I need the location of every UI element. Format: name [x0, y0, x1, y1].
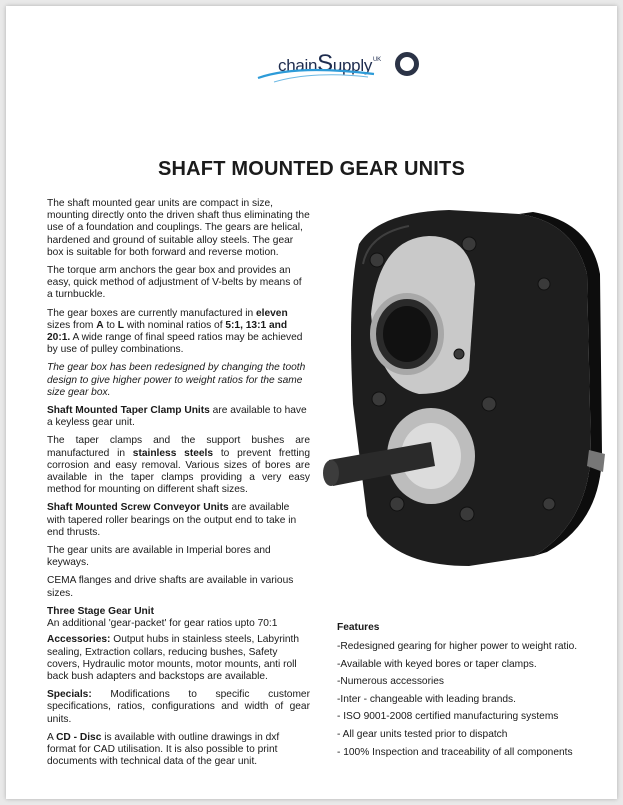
cema-paragraph: CEMA flanges and drive shafts are available in various sizes. — [47, 575, 294, 599]
redesign-note — [47, 362, 310, 399]
bolt — [390, 497, 404, 511]
bolt — [543, 498, 555, 510]
taper-clamp-bold: Shaft Mounted Taper Clamp Units — [47, 405, 210, 417]
specials-label: Specials: — [47, 689, 92, 701]
intro-paragraph-2: The torque arm anchors the gear box and provides an easy, quick method of adjustment of V-belts by means of a turnbuckle. — [47, 265, 302, 301]
text-run: The gear boxes are currently manufactured in — [47, 307, 256, 319]
features-heading: Features — [337, 622, 380, 633]
accessories-paragraph — [47, 634, 310, 683]
intro-paragraph-1: The shaft mounted gear units are compact in size, mounting directly onto the driven shaft thus eliminating the use of a foundation and couplings. The gears are helical, hardened and ground of suitable alloy steels. The gear box is suitable for both forward and reverse motion. — [47, 198, 310, 258]
text-run: A wide range of final speed ratios may be achieved by use of pulley combinations. — [47, 332, 303, 356]
screw-conveyor-rest: are available with tapered roller bearings on the output end to take in end thrusts. — [47, 502, 297, 538]
feature-item: -Redesigned gearing for higher power to weight ratio. — [337, 641, 578, 652]
text-run: The taper clamps and the support bushes are manufactured in — [47, 435, 310, 459]
document-page — [6, 6, 617, 799]
text-ratios: 5:1, 13:1 and 20:1. — [47, 319, 288, 344]
bolt — [372, 392, 386, 406]
specials-text: Modifications to specific customer specifications, ratios, configurations and width of gear units. — [47, 689, 310, 725]
logo-text-upply: upply — [332, 56, 373, 75]
text-run: with nominal ratios of — [124, 319, 226, 331]
cd-paragraph — [47, 732, 310, 769]
text-run: A — [47, 731, 57, 743]
bolt — [482, 397, 496, 411]
three-stage-text: An additional 'gear-packet' for gear ratios upto 70:1 — [47, 618, 278, 630]
logo-text-s: S — [317, 50, 333, 77]
logo-swoosh-icon — [256, 64, 376, 84]
bolt — [460, 507, 474, 521]
screw-conveyor-bold: Shaft Mounted Screw Conveyor Units — [47, 502, 229, 514]
redesign-note-text: The gear box has been redesigned by changing the tooth design to give higher power to weight ratios for the same size gear box. — [47, 362, 306, 398]
taper-clamp-rest: are available to have a keyless gear unit. — [47, 405, 307, 429]
feature-item: -Numerous accessories — [337, 676, 445, 688]
taper-clamp-paragraph — [47, 435, 310, 496]
feature-item: - All gear units tested prior to dispatch — [337, 728, 508, 740]
feature-item: -Inter - changeable with leading brands. — [337, 693, 516, 705]
accessories-text: Output hubs in stainless steels, Labyrinth sealing, Extraction collars, reducing bushes, Safety covers, Hydraulic motor mounts, motor mounts, anti roll back bush adapters and backstops are available. — [47, 634, 300, 682]
feature-item: - 100% Inspection and traceability of all components — [337, 746, 573, 758]
chainsupply-logo — [256, 48, 381, 88]
cd-disc-label: CD - Disc — [56, 731, 102, 743]
text-size-a: A — [96, 319, 104, 331]
features-section — [337, 622, 612, 764]
feature-item: - ISO 9001-2008 certified manufacturing systems — [337, 711, 559, 723]
text-stainless-steels: stainless steels — [132, 447, 214, 459]
intro-paragraph-3 — [47, 308, 310, 357]
taper-clamp-heading — [47, 405, 310, 429]
specials-paragraph — [47, 689, 310, 726]
text-run: to prevent fretting corrosion and easy removal. Various sizes of bores are available in the taper clamps providing a very easy method for mounting on different shaft sizes. — [47, 447, 310, 496]
bolt — [370, 253, 384, 267]
bolt — [454, 349, 464, 359]
imperial-paragraph: The gear units are available in Imperial bores and keyways. — [47, 545, 271, 569]
ring-logo-icon — [395, 52, 419, 76]
logo-text-uk: UK — [373, 57, 381, 63]
text-run: to — [103, 319, 118, 331]
three-stage-heading: Three Stage Gear Unit — [47, 605, 154, 617]
description-column — [47, 198, 310, 774]
logo-text-chain: chain — [278, 56, 318, 75]
accessories-label: Accessories: — [47, 634, 111, 646]
three-stage-section — [47, 606, 310, 630]
page-title: SHAFT MOUNTED GEAR UNITS — [157, 158, 466, 180]
text-run: sizes from — [47, 319, 97, 331]
text-run: is available with outline drawings in dxf format for CAD utilisation. It is also possible to print documents with technical data of the gear unit. — [47, 731, 280, 768]
bolt — [538, 278, 550, 290]
feature-item: -Available with keyed bores or taper clamps. — [337, 658, 537, 670]
gear-unit-photo — [319, 204, 605, 574]
screw-conveyor-paragraph — [47, 502, 310, 539]
text-size-l: L — [117, 319, 125, 331]
bolt — [462, 237, 476, 251]
text-eleven: eleven — [255, 307, 288, 319]
